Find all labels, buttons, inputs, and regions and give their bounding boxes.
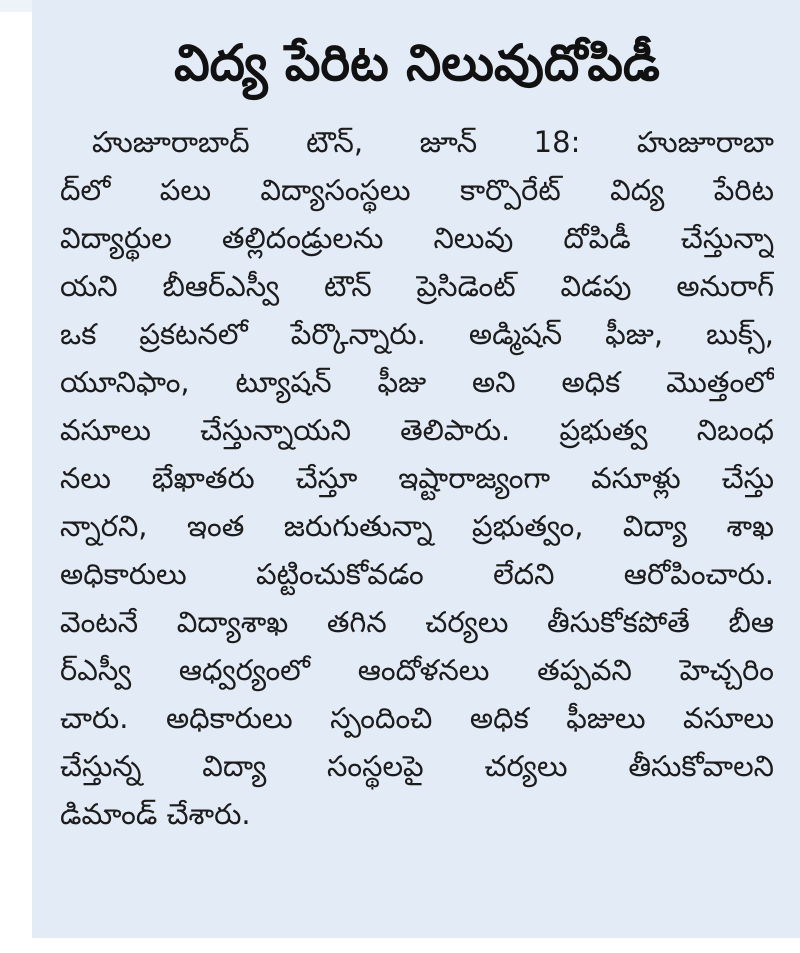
article-body xyxy=(60,118,774,838)
article-headline: విద్య పేరిట నిలువుదోపిడీ xyxy=(174,34,660,92)
article-line: న్నారని, ఇంత జరుగుతున్నా ప్రభుత్వం, విద్యా శాఖ xyxy=(60,509,774,543)
article-line: చారు. అధికారులు స్పందించి అధిక ఫీజులు వసూలు xyxy=(60,701,774,735)
article-line: ఒక ప్రకటనలో పేర్కొన్నారు. అడ్మిషన్ ఫీజు, బుక్స్, xyxy=(60,317,774,351)
article-line: అధికారులు పట్టించుకోవడం లేదని ఆరోపించారు. xyxy=(60,557,774,591)
article-line: చేస్తున్న విద్యా సంస్థలపై చర్యలు తీసుకోవాలని xyxy=(60,749,774,783)
article-line: ద్‌లో పలు విద్యాసంస్థలు కార్పొరేట్ విద్య పేరిట xyxy=(60,173,774,207)
article-line: ర్‌ఎస్వీ ఆధ్వర్యంలో ఆందోళనలు తప్పవని హెచ్చరిం xyxy=(60,653,774,687)
article-line: హుజూరాబాద్ టౌన్, జూన్ 18: హుజూరాబా xyxy=(92,125,774,159)
article-line: వసూలు చేస్తున్నాయని తెలిపారు. ప్రభుత్వ నిబంధ xyxy=(60,413,774,447)
article-line: నలు భేఖాతరు చేస్తూ ఇష్టారాజ్యంగా వసూళ్లు చేస్తు xyxy=(60,461,774,495)
article-line: యని బీఆర్‌ఎస్వీ టౌన్ ప్రెసిడెంట్ విడపు అనురాగ్ xyxy=(60,269,774,303)
article-line: వెంటనే విద్యాశాఖ తగిన చర్యలు తీసుకోకపోతే బీఆ xyxy=(60,605,774,639)
newspaper-clipping xyxy=(32,0,800,938)
article-line: యూనిఫాం, ట్యూషన్ ఫీజు అని అధిక మొత్తంలో xyxy=(60,365,774,399)
article-line: డిమాండ్ చేశారు. xyxy=(60,797,251,831)
article-line: విద్యార్థుల తల్లిదండ్రులను నిలువు దోపిడీ చేస్తున్నా xyxy=(60,221,774,255)
